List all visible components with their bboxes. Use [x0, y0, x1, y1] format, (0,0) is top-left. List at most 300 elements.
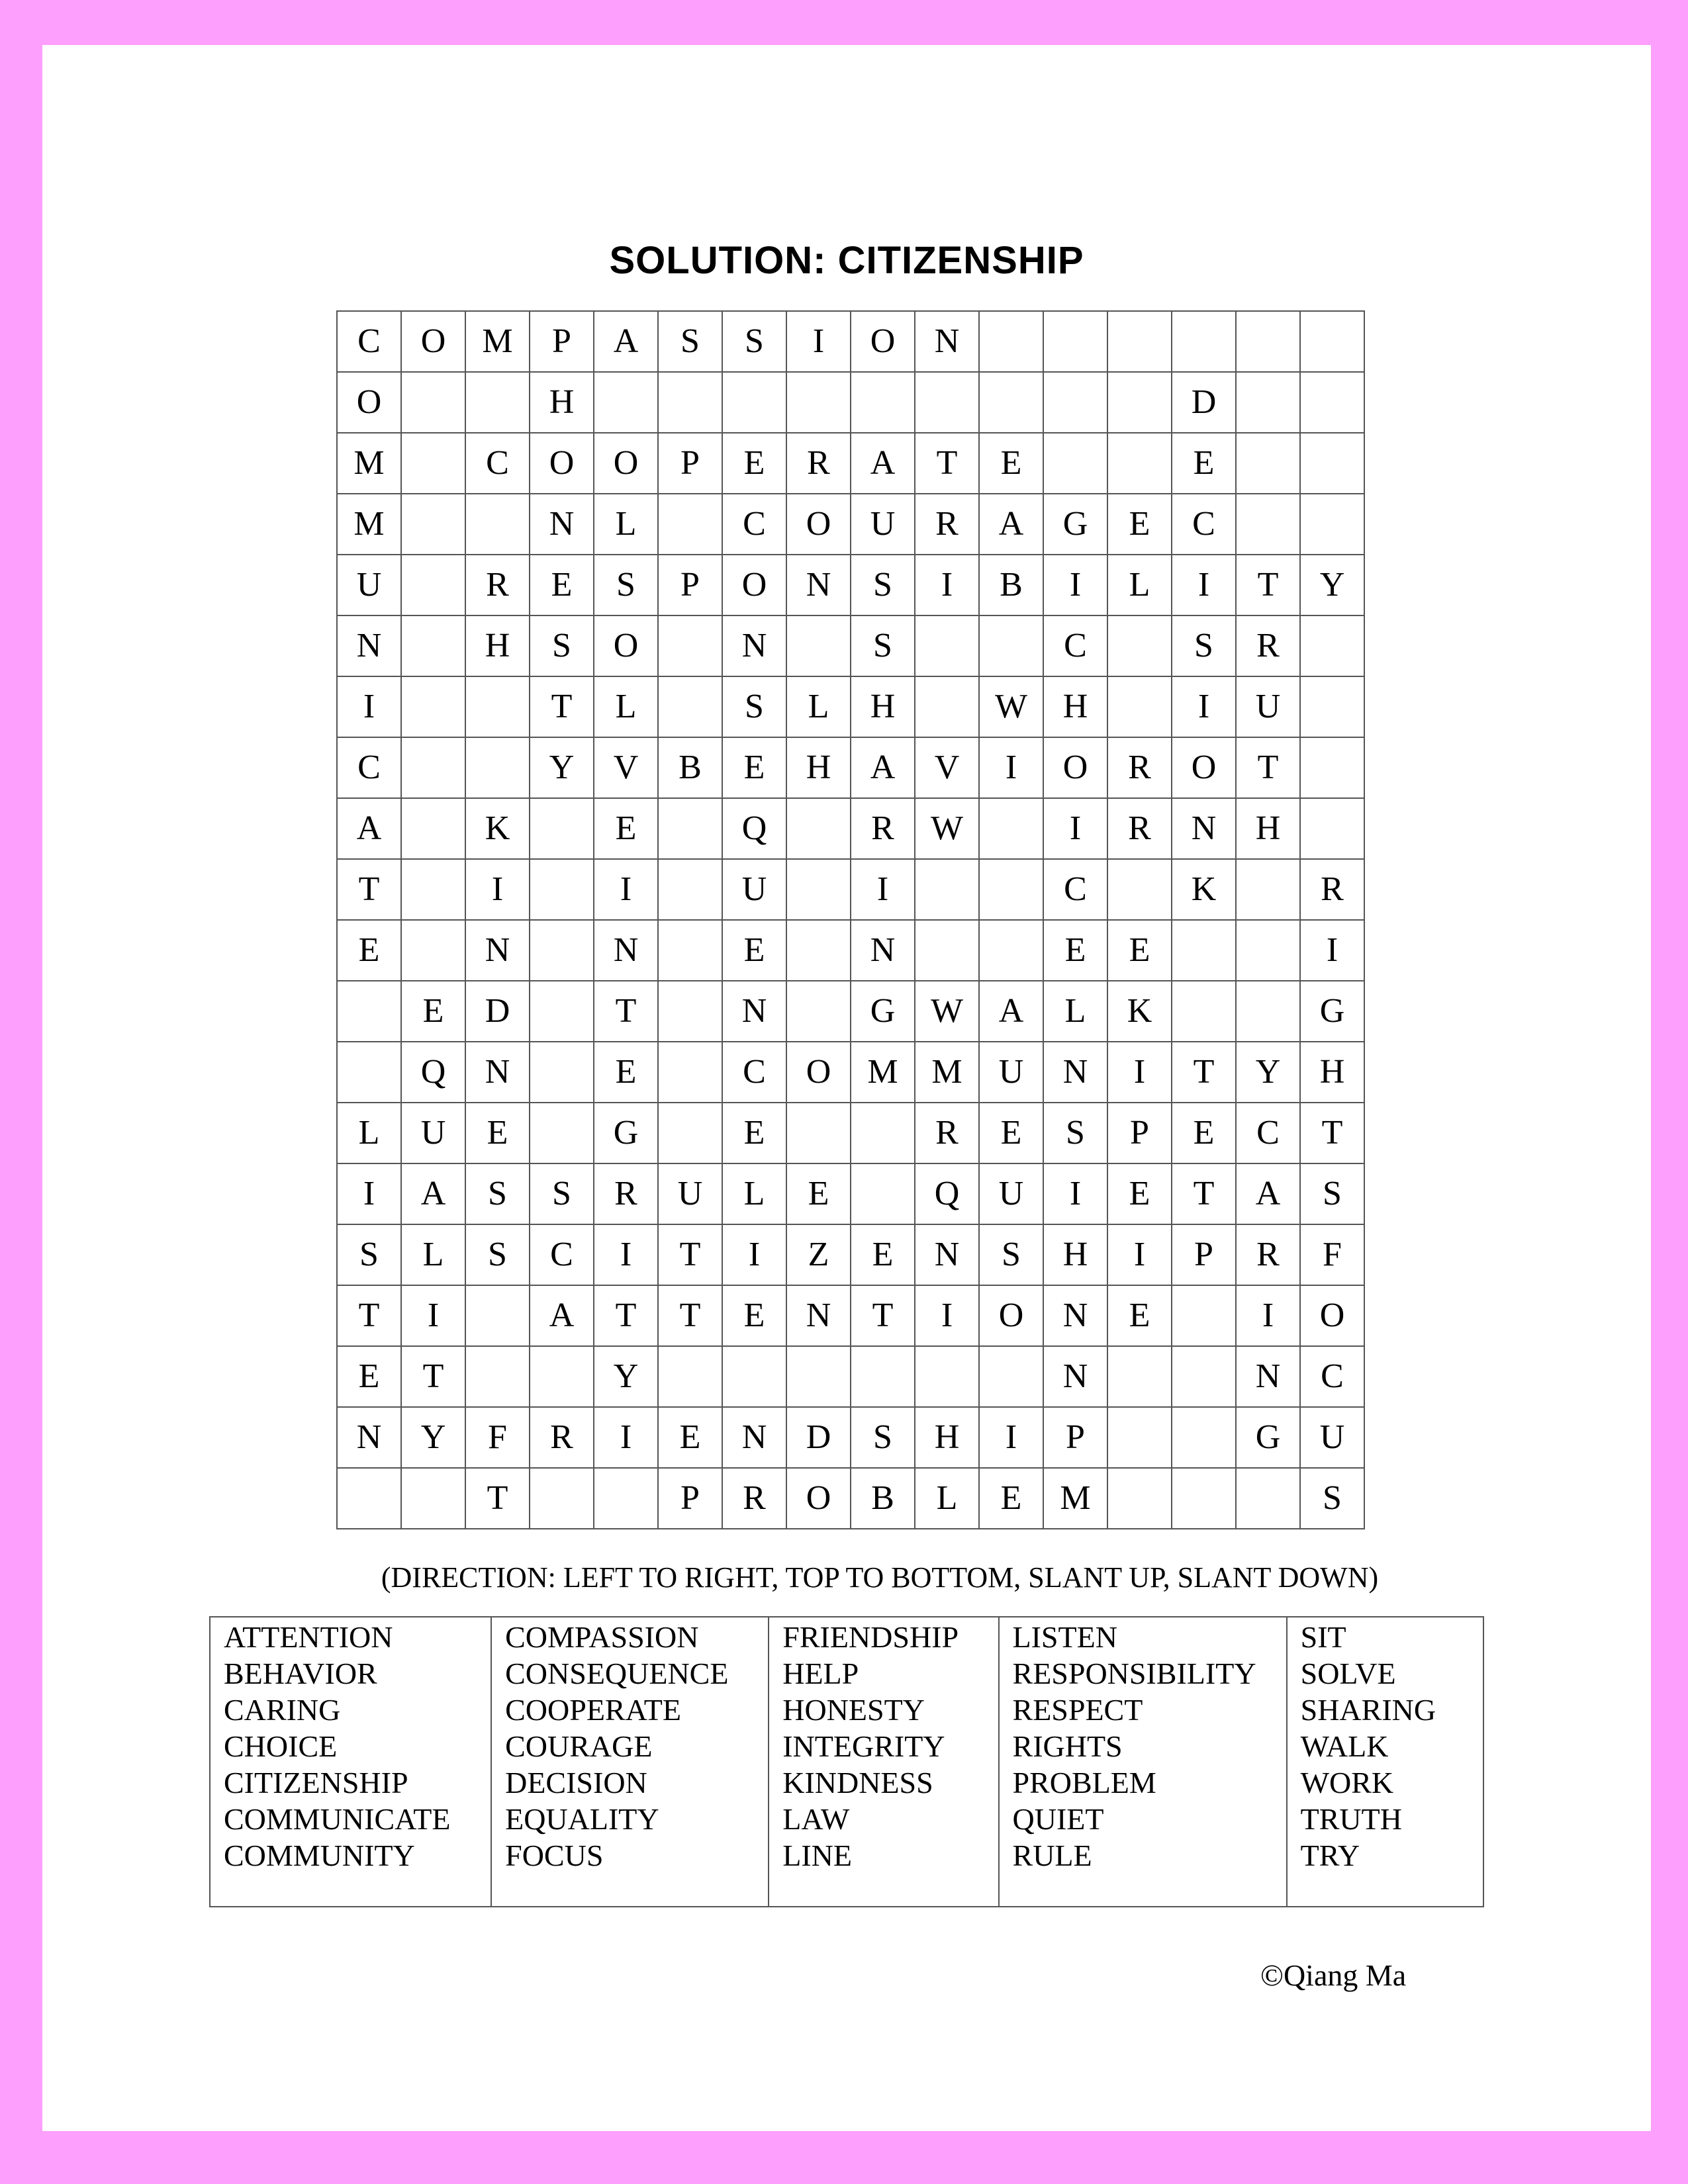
- word-bank-word: LINE: [782, 1839, 852, 1872]
- grid-cell: I: [1043, 555, 1107, 615]
- grid-cell: N: [915, 311, 979, 372]
- grid-cell: I: [979, 1407, 1043, 1468]
- word-bank-word: RESPONSIBILITY: [1012, 1657, 1256, 1690]
- grid-cell: H: [1043, 676, 1107, 737]
- grid-cell: P: [530, 311, 594, 372]
- grid-cell: P: [1107, 1103, 1172, 1163]
- grid-cell: [979, 1346, 1043, 1407]
- grid-row: [337, 1163, 1364, 1224]
- grid-cell: O: [594, 615, 658, 676]
- grid-cell: [1236, 920, 1300, 981]
- grid-cell: I: [1043, 1163, 1107, 1224]
- grid-cell: L: [915, 1468, 979, 1529]
- grid-cell: G: [1236, 1407, 1300, 1468]
- grid-cell: I: [337, 676, 401, 737]
- grid-cell: [979, 372, 1043, 433]
- grid-cell: [1236, 494, 1300, 555]
- grid-cell: L: [401, 1224, 465, 1285]
- grid-cell: I: [401, 1285, 465, 1346]
- grid-cell: [337, 1042, 401, 1103]
- word-bank-column: [768, 1617, 998, 1906]
- grid-cell: Y: [1236, 1042, 1300, 1103]
- grid-cell: E: [722, 920, 786, 981]
- word-bank-word: COMMUNITY: [224, 1839, 415, 1872]
- grid-cell: [337, 1468, 401, 1529]
- grid-cell: N: [786, 555, 851, 615]
- grid-cell: C: [722, 1042, 786, 1103]
- grid-cell: [1172, 981, 1236, 1042]
- grid-cell: I: [1172, 676, 1236, 737]
- grid-cell: P: [1172, 1224, 1236, 1285]
- grid-cell: E: [722, 737, 786, 798]
- word-bank-word: QUIET: [1012, 1802, 1104, 1836]
- grid-cell: Q: [722, 798, 786, 859]
- grid-cell: S: [722, 676, 786, 737]
- grid-cell: U: [979, 1163, 1043, 1224]
- grid-cell: T: [530, 676, 594, 737]
- worksheet-page: [42, 45, 1651, 2131]
- grid-cell: [594, 1468, 658, 1529]
- word-bank-word: PROBLEM: [1012, 1766, 1156, 1799]
- grid-cell: [851, 1163, 915, 1224]
- grid-cell: M: [465, 311, 530, 372]
- grid-cell: N: [1172, 798, 1236, 859]
- grid-row: [337, 1468, 1364, 1529]
- grid-cell: U: [1236, 676, 1300, 737]
- grid-cell: P: [658, 1468, 722, 1529]
- grid-cell: U: [401, 1103, 465, 1163]
- grid-cell: U: [658, 1163, 722, 1224]
- grid-cell: R: [786, 433, 851, 494]
- grid-cell: C: [337, 737, 401, 798]
- grid-cell: [979, 798, 1043, 859]
- grid-cell: E: [722, 433, 786, 494]
- grid-cell: I: [1300, 920, 1364, 981]
- grid-cell: S: [594, 555, 658, 615]
- grid-cell: N: [722, 1407, 786, 1468]
- grid-cell: [1300, 433, 1364, 494]
- grid-cell: V: [915, 737, 979, 798]
- grid-cell: O: [851, 311, 915, 372]
- grid-cell: I: [915, 555, 979, 615]
- grid-cell: S: [1172, 615, 1236, 676]
- grid-cell: [594, 372, 658, 433]
- grid-cell: Y: [530, 737, 594, 798]
- grid-cell: O: [786, 494, 851, 555]
- grid-cell: [530, 1346, 594, 1407]
- grid-cell: [1107, 433, 1172, 494]
- grid-cell: [1300, 676, 1364, 737]
- grid-cell: [722, 372, 786, 433]
- grid-cell: O: [786, 1468, 851, 1529]
- grid-cell: O: [1172, 737, 1236, 798]
- grid-cell: R: [1300, 859, 1364, 920]
- word-bank-word: COURAGE: [505, 1729, 653, 1763]
- grid-cell: A: [851, 433, 915, 494]
- grid-cell: [530, 859, 594, 920]
- grid-cell: S: [979, 1224, 1043, 1285]
- word-bank-column: [998, 1617, 1286, 1906]
- grid-cell: [979, 615, 1043, 676]
- grid-cell: E: [1172, 433, 1236, 494]
- grid-cell: N: [594, 920, 658, 981]
- grid-cell: [915, 1346, 979, 1407]
- grid-row: [337, 920, 1364, 981]
- grid-cell: R: [915, 1103, 979, 1163]
- grid-cell: [658, 615, 722, 676]
- grid-cell: C: [1300, 1346, 1364, 1407]
- grid-cell: [1236, 311, 1300, 372]
- grid-cell: [915, 615, 979, 676]
- grid-cell: [979, 920, 1043, 981]
- word-bank-word: KINDNESS: [782, 1766, 933, 1799]
- grid-cell: N: [465, 920, 530, 981]
- grid-cell: I: [594, 1224, 658, 1285]
- grid-cell: [1236, 1468, 1300, 1529]
- grid-cell: R: [722, 1468, 786, 1529]
- grid-cell: [1172, 1285, 1236, 1346]
- grid-row: [337, 372, 1364, 433]
- grid-cell: E: [979, 433, 1043, 494]
- grid-cell: P: [1043, 1407, 1107, 1468]
- grid-cell: M: [851, 1042, 915, 1103]
- grid-cell: [658, 981, 722, 1042]
- grid-cell: S: [658, 311, 722, 372]
- grid-cell: [1107, 1468, 1172, 1529]
- grid-cell: I: [786, 311, 851, 372]
- grid-cell: [786, 981, 851, 1042]
- word-bank-word: SOLVE: [1300, 1657, 1396, 1690]
- grid-cell: [1043, 433, 1107, 494]
- grid-cell: [1172, 1346, 1236, 1407]
- grid-cell: T: [594, 1285, 658, 1346]
- grid-cell: [401, 859, 465, 920]
- grid-cell: T: [1172, 1042, 1236, 1103]
- word-bank-word: RESPECT: [1012, 1693, 1143, 1727]
- grid-cell: I: [915, 1285, 979, 1346]
- grid-cell: [1107, 311, 1172, 372]
- grid-cell: O: [722, 555, 786, 615]
- grid-cell: L: [1107, 555, 1172, 615]
- grid-cell: I: [979, 737, 1043, 798]
- grid-cell: U: [722, 859, 786, 920]
- grid-cell: [401, 920, 465, 981]
- grid-cell: P: [658, 433, 722, 494]
- grid-cell: O: [786, 1042, 851, 1103]
- word-bank-word: CONSEQUENCE: [505, 1657, 729, 1690]
- grid-cell: H: [851, 676, 915, 737]
- grid-cell: E: [722, 1103, 786, 1163]
- grid-cell: I: [1236, 1285, 1300, 1346]
- grid-cell: E: [465, 1103, 530, 1163]
- grid-cell: [1300, 372, 1364, 433]
- grid-cell: E: [1107, 494, 1172, 555]
- grid-cell: [530, 798, 594, 859]
- grid-cell: U: [337, 555, 401, 615]
- grid-cell: [530, 1103, 594, 1163]
- grid-cell: I: [722, 1224, 786, 1285]
- grid-cell: E: [786, 1163, 851, 1224]
- grid-cell: S: [1300, 1163, 1364, 1224]
- grid-cell: E: [658, 1407, 722, 1468]
- grid-row: [337, 1224, 1364, 1285]
- grid-cell: E: [1107, 920, 1172, 981]
- grid-cell: W: [915, 798, 979, 859]
- grid-cell: C: [337, 311, 401, 372]
- grid-cell: O: [401, 311, 465, 372]
- grid-cell: O: [1043, 737, 1107, 798]
- grid-cell: [1236, 859, 1300, 920]
- grid-cell: N: [722, 615, 786, 676]
- word-bank-word: WALK: [1300, 1729, 1389, 1763]
- grid-cell: S: [530, 615, 594, 676]
- grid-row: [337, 555, 1364, 615]
- word-search-grid: [336, 310, 1365, 1529]
- word-bank-word: COMMUNICATE: [224, 1802, 451, 1836]
- grid-row: [337, 676, 1364, 737]
- grid-cell: D: [1172, 372, 1236, 433]
- word-bank-word: INTEGRITY: [782, 1729, 945, 1763]
- grid-cell: [786, 920, 851, 981]
- grid-cell: S: [465, 1224, 530, 1285]
- grid-cell: H: [1043, 1224, 1107, 1285]
- grid-cell: I: [851, 859, 915, 920]
- word-bank-word: FOCUS: [505, 1839, 604, 1872]
- grid-cell: [337, 981, 401, 1042]
- grid-cell: A: [979, 494, 1043, 555]
- grid-cell: K: [1107, 981, 1172, 1042]
- grid-cell: [658, 372, 722, 433]
- grid-cell: R: [851, 798, 915, 859]
- word-bank-word: SIT: [1300, 1620, 1346, 1654]
- grid-row: [337, 1103, 1364, 1163]
- grid-cell: [1300, 737, 1364, 798]
- grid-cell: N: [337, 615, 401, 676]
- grid-cell: [1300, 494, 1364, 555]
- grid-row: [337, 1407, 1364, 1468]
- grid-cell: H: [530, 372, 594, 433]
- word-bank-word: DECISION: [505, 1766, 647, 1799]
- grid-cell: M: [1043, 1468, 1107, 1529]
- word-bank-word: WORK: [1300, 1766, 1394, 1799]
- grid-cell: [915, 372, 979, 433]
- grid-cell: T: [1172, 1163, 1236, 1224]
- grid-cell: [1236, 372, 1300, 433]
- grid-cell: S: [722, 311, 786, 372]
- grid-cell: L: [1043, 981, 1107, 1042]
- grid-cell: M: [337, 433, 401, 494]
- grid-cell: R: [1236, 1224, 1300, 1285]
- grid-cell: [851, 1346, 915, 1407]
- grid-cell: C: [1043, 859, 1107, 920]
- grid-cell: I: [1043, 798, 1107, 859]
- grid-cell: N: [851, 920, 915, 981]
- grid-cell: K: [1172, 859, 1236, 920]
- grid-cell: [979, 311, 1043, 372]
- grid-cell: E: [337, 920, 401, 981]
- grid-cell: F: [465, 1407, 530, 1468]
- word-bank-word: RULE: [1012, 1839, 1092, 1872]
- grid-cell: [658, 1042, 722, 1103]
- grid-cell: N: [1236, 1346, 1300, 1407]
- grid-cell: L: [594, 676, 658, 737]
- grid-cell: Y: [1300, 555, 1364, 615]
- grid-cell: [786, 615, 851, 676]
- grid-cell: T: [401, 1346, 465, 1407]
- grid-cell: [1107, 1346, 1172, 1407]
- grid-cell: A: [1236, 1163, 1300, 1224]
- grid-cell: N: [530, 494, 594, 555]
- grid-cell: M: [915, 1042, 979, 1103]
- grid-cell: D: [465, 981, 530, 1042]
- grid-cell: O: [1300, 1285, 1364, 1346]
- word-bank-word: HELP: [782, 1657, 859, 1690]
- grid-cell: F: [1300, 1224, 1364, 1285]
- grid-cell: I: [337, 1163, 401, 1224]
- grid-cell: L: [722, 1163, 786, 1224]
- grid-cell: C: [722, 494, 786, 555]
- grid-cell: [1236, 433, 1300, 494]
- grid-cell: [1172, 920, 1236, 981]
- grid-cell: [1043, 372, 1107, 433]
- grid-cell: E: [851, 1224, 915, 1285]
- word-bank-word: LAW: [782, 1802, 850, 1836]
- grid-cell: [1172, 311, 1236, 372]
- grid-cell: Y: [594, 1346, 658, 1407]
- grid-cell: N: [1043, 1042, 1107, 1103]
- grid-cell: G: [594, 1103, 658, 1163]
- grid-cell: [401, 798, 465, 859]
- word-bank-word: RIGHTS: [1012, 1729, 1123, 1763]
- grid-cell: E: [530, 555, 594, 615]
- grid-cell: [1043, 311, 1107, 372]
- grid-cell: Y: [401, 1407, 465, 1468]
- grid-cell: [465, 1346, 530, 1407]
- word-bank-word: FRIENDSHIP: [782, 1620, 959, 1654]
- grid-cell: [465, 737, 530, 798]
- grid-cell: A: [401, 1163, 465, 1224]
- grid-cell: [1300, 311, 1364, 372]
- grid-cell: N: [915, 1224, 979, 1285]
- grid-cell: T: [658, 1224, 722, 1285]
- grid-cell: T: [465, 1468, 530, 1529]
- grid-cell: H: [1300, 1042, 1364, 1103]
- grid-cell: S: [851, 615, 915, 676]
- grid-cell: E: [1107, 1285, 1172, 1346]
- grid-cell: L: [786, 676, 851, 737]
- grid-cell: R: [1107, 798, 1172, 859]
- grid-cell: C: [465, 433, 530, 494]
- grid-cell: [1107, 372, 1172, 433]
- grid-cell: I: [1107, 1042, 1172, 1103]
- word-bank-word: BEHAVIOR: [224, 1657, 377, 1690]
- grid-cell: H: [915, 1407, 979, 1468]
- grid-cell: T: [915, 433, 979, 494]
- word-bank-column: [491, 1617, 768, 1906]
- grid-cell: [1107, 1407, 1172, 1468]
- grid-cell: [1107, 615, 1172, 676]
- grid-cell: I: [1107, 1224, 1172, 1285]
- grid-cell: [401, 1468, 465, 1529]
- grid-cell: A: [594, 311, 658, 372]
- grid-row: [337, 859, 1364, 920]
- grid-cell: G: [1043, 494, 1107, 555]
- grid-cell: R: [1236, 615, 1300, 676]
- grid-cell: R: [530, 1407, 594, 1468]
- word-bank-word: COMPASSION: [505, 1620, 699, 1654]
- grid-cell: K: [465, 798, 530, 859]
- word-bank-column: [211, 1617, 491, 1906]
- grid-cell: [1107, 859, 1172, 920]
- grid-row: [337, 615, 1364, 676]
- grid-cell: [401, 494, 465, 555]
- grid-row: [337, 1346, 1364, 1407]
- grid-cell: [658, 920, 722, 981]
- grid-cell: [786, 1346, 851, 1407]
- grid-cell: Z: [786, 1224, 851, 1285]
- page-title: SOLUTION: CITIZENSHIP: [609, 239, 1084, 282]
- grid-cell: E: [722, 1285, 786, 1346]
- grid-cell: N: [337, 1407, 401, 1468]
- grid-row: [337, 1042, 1364, 1103]
- grid-cell: N: [1043, 1285, 1107, 1346]
- grid-cell: I: [465, 859, 530, 920]
- grid-cell: O: [594, 433, 658, 494]
- grid-cell: [1107, 676, 1172, 737]
- grid-cell: N: [722, 981, 786, 1042]
- grid-cell: [658, 676, 722, 737]
- direction-note: (DIRECTION: LEFT TO RIGHT, TOP TO BOTTOM, SLANT UP, SLANT DOWN): [381, 1561, 1379, 1594]
- grid-cell: E: [1172, 1103, 1236, 1163]
- grid-cell: E: [337, 1346, 401, 1407]
- grid-cell: M: [337, 494, 401, 555]
- grid-cell: [530, 1468, 594, 1529]
- word-bank-word: ATTENTION: [224, 1620, 393, 1654]
- word-bank: [209, 1616, 1484, 1907]
- grid-cell: W: [915, 981, 979, 1042]
- grid-cell: S: [1300, 1468, 1364, 1529]
- grid-cell: T: [1300, 1103, 1364, 1163]
- grid-cell: V: [594, 737, 658, 798]
- grid-cell: E: [979, 1103, 1043, 1163]
- grid-cell: [658, 798, 722, 859]
- grid-cell: T: [594, 981, 658, 1042]
- grid-cell: N: [1043, 1346, 1107, 1407]
- grid-cell: R: [1107, 737, 1172, 798]
- grid-cell: U: [1300, 1407, 1364, 1468]
- grid-cell: A: [979, 981, 1043, 1042]
- grid-cell: E: [594, 1042, 658, 1103]
- grid-cell: I: [1172, 555, 1236, 615]
- grid-cell: S: [337, 1224, 401, 1285]
- grid-cell: L: [594, 494, 658, 555]
- grid-cell: [979, 859, 1043, 920]
- grid-cell: [786, 859, 851, 920]
- grid-cell: D: [786, 1407, 851, 1468]
- grid-cell: H: [1236, 798, 1300, 859]
- grid-cell: [915, 676, 979, 737]
- word-bank-word: CITIZENSHIP: [224, 1766, 408, 1799]
- grid-row: [337, 494, 1364, 555]
- grid-cell: R: [594, 1163, 658, 1224]
- grid-cell: A: [851, 737, 915, 798]
- word-bank-column: [1286, 1617, 1483, 1906]
- word-bank-word: EQUALITY: [505, 1802, 659, 1836]
- grid-cell: S: [530, 1163, 594, 1224]
- copyright-notice: ©Qiang Ma: [1260, 1958, 1407, 1992]
- grid-cell: C: [1043, 615, 1107, 676]
- grid-cell: U: [851, 494, 915, 555]
